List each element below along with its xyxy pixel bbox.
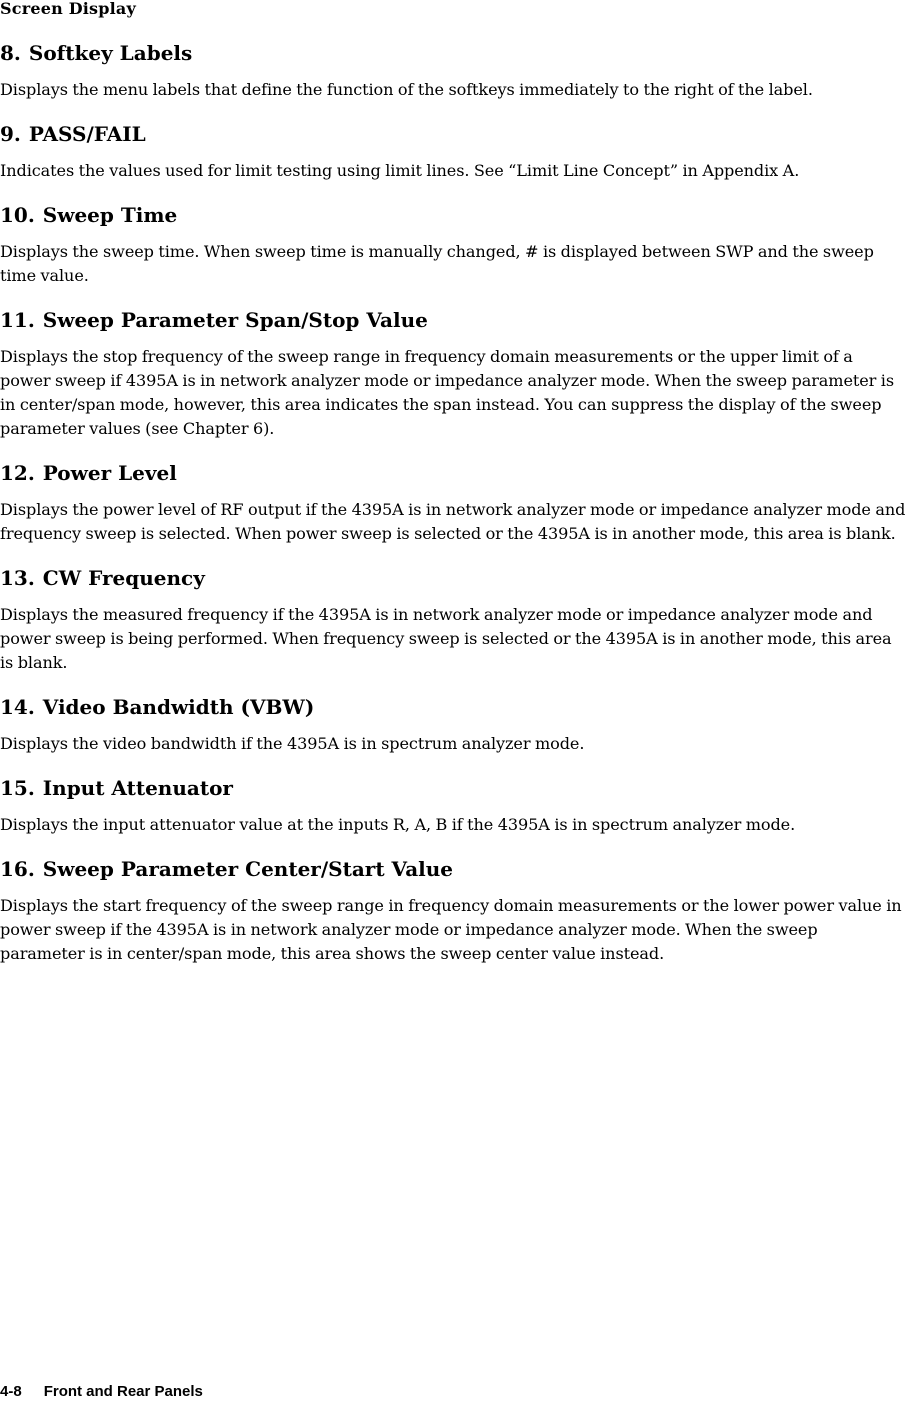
page-footer	[0, 1383, 203, 1401]
section-list	[0, 40, 906, 985]
section-number: 16.	[0, 857, 35, 881]
section-number: 14.	[0, 695, 35, 719]
section-body: Displays the menu labels that define the function of the softkeys immediately to the right of the label.	[0, 80, 813, 99]
section-power-level	[0, 460, 906, 546]
section-sweep-time	[0, 202, 906, 288]
section-number: 9.	[0, 122, 21, 146]
section-heading	[0, 202, 906, 228]
section-cw-frequency	[0, 565, 906, 675]
section-title: CW Frequency	[42, 566, 205, 590]
section-heading	[0, 121, 906, 147]
section-title: PASS/FAIL	[28, 122, 146, 146]
section-body: Displays the measured frequency if the 4395A is in network analyzer mode or impedance analyzer mode and power sweep is being performed. When frequency sweep is selected or the 4395A is in another mode, this area is blank.	[0, 605, 892, 672]
section-title: Power Level	[42, 461, 177, 485]
section-number: 11.	[0, 308, 35, 332]
section-body: Displays the power level of RF output if the 4395A is in network analyzer mode or impedance analyzer mode and frequency sweep is selected. When power sweep is selected or the 4395A is in another mode, this area is blank.	[0, 500, 906, 543]
page-number: 4-8	[0, 1383, 22, 1400]
section-number: 13.	[0, 566, 35, 590]
section-title: Input Attenuator	[42, 776, 233, 800]
section-sweep-parameter-center-start	[0, 856, 906, 966]
section-body: Displays the input attenuator value at the inputs R, A, B if the 4395A is in spectrum analyzer mode.	[0, 815, 796, 834]
section-pass-fail	[0, 121, 906, 183]
section-title: Softkey Labels	[28, 41, 193, 65]
section-heading	[0, 40, 906, 66]
section-title: Sweep Parameter Center/Start Value	[42, 857, 454, 881]
section-heading	[0, 775, 906, 801]
section-title: Video Bandwidth (VBW)	[42, 695, 315, 719]
section-sweep-parameter-span-stop	[0, 307, 906, 441]
section-body: Displays the start frequency of the sweep range in frequency domain measurements or the lower power value in power sweep if the 4395A is in network analyzer mode or impedance analyzer mode. When the sweep parameter is in center/span mode, this area shows the sweep center value instead.	[0, 896, 902, 963]
section-heading	[0, 856, 906, 882]
section-number: 10.	[0, 203, 35, 227]
chapter-title: Front and Rear Panels	[43, 1383, 203, 1400]
section-heading	[0, 460, 906, 486]
section-softkey-labels	[0, 40, 906, 102]
section-body: Displays the stop frequency of the sweep range in frequency domain measurements or the upper limit of a power sweep if 4395A is in network analyzer mode or impedance analyzer mode. When the sweep parameter is in center/span mode, however, this area indicates the span instead. You can suppress the display of the sweep parameter values (see Chapter 6).	[0, 347, 894, 438]
section-number: 8.	[0, 41, 21, 65]
section-title: Sweep Parameter Span/Stop Value	[42, 308, 428, 332]
section-heading	[0, 565, 906, 591]
section-number: 15.	[0, 776, 35, 800]
section-body: Indicates the values used for limit testing using limit lines. See “Limit Line Concept” in Appendix A.	[0, 161, 800, 180]
section-heading	[0, 694, 906, 720]
section-body: Displays the sweep time. When sweep time is manually changed, # is displayed between SWP and the sweep time value.	[0, 242, 874, 285]
running-head-title: Screen Display	[0, 0, 136, 18]
section-title: Sweep Time	[42, 203, 178, 227]
section-number: 12.	[0, 461, 35, 485]
section-body: Displays the video bandwidth if the 4395A is in spectrum analyzer mode.	[0, 734, 585, 753]
section-heading	[0, 307, 906, 333]
section-input-attenuator	[0, 775, 906, 837]
section-video-bandwidth	[0, 694, 906, 756]
